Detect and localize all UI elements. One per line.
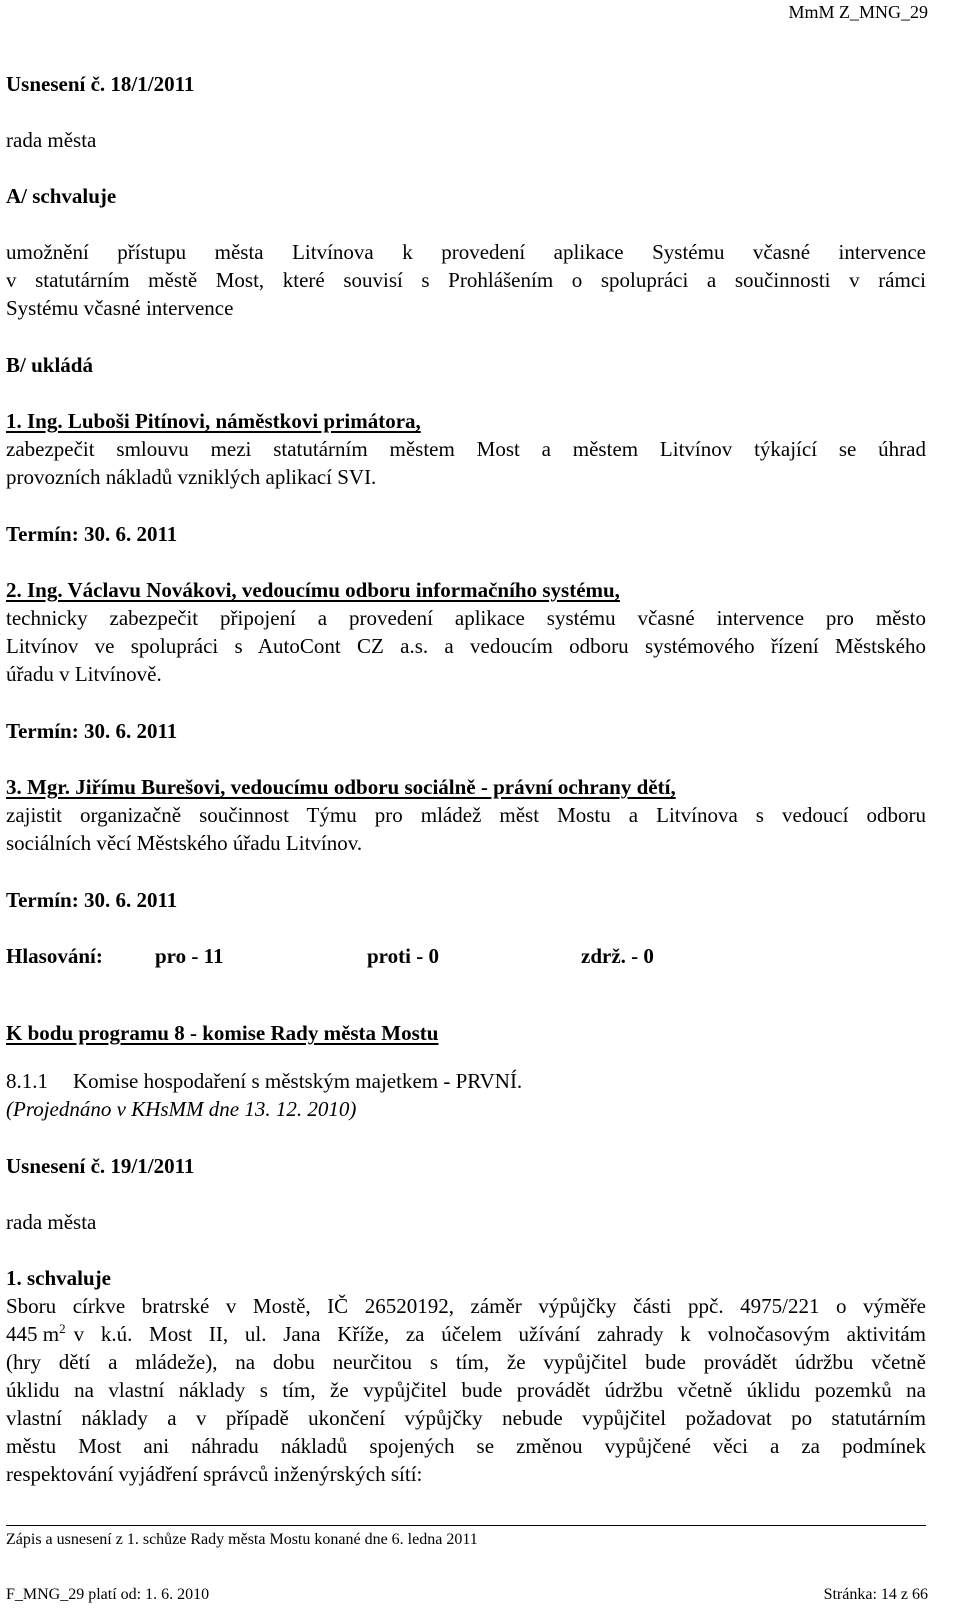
vote-abstain: zdrž. - 0 [581, 944, 654, 968]
agenda-heading: K bodu programu 8 - komise Rady města Mostu [6, 1021, 439, 1045]
approves-heading: 1. schvaluje [6, 1266, 111, 1290]
deadline: Termín: 30. 6. 2011 [6, 888, 178, 912]
assigns-heading: B/ ukládá [6, 353, 93, 377]
agenda-item-note: (Projednáno v KHsMM dne 13. 12. 2010) [6, 1097, 357, 1121]
paragraph-line: úklidu na vlastní náklady s tím, že vypůjčitel bude provádět údržbu včetně úklidu pozemků na [6, 1378, 926, 1402]
paragraph-line: respektování vyjádření správců inženýrských sítí: [6, 1462, 423, 1486]
paragraph-line: Litvínov ve spolupráci s AutoCont CZ a.s. a vedoucím odboru systémového řízení Městského [6, 634, 926, 658]
paragraph-line: městu Most ani náhradu nákladů spojených se změnou vypůjčené věci a za podmínek [6, 1434, 926, 1458]
approves-heading: A/ schvaluje [6, 184, 117, 208]
paragraph-line: umožnění přístupu města Litvínova k provedení aplikace Systému včasné intervence [6, 240, 926, 264]
vote-label: Hlasování: [6, 944, 103, 968]
deadline: Termín: 30. 6. 2011 [6, 719, 178, 743]
paragraph-line: vlastní náklady a v případě ukončení výpůjčky nebude vypůjčitel požadovat po statutárním [6, 1406, 926, 1430]
footer-form: F_MNG_29 platí od: 1. 6. 2010 [6, 1586, 210, 1603]
paragraph-line: zabezpečit smlouvu mezi statutárním městem Most a městem Litvínov týkající se úhrad [6, 437, 926, 461]
agenda-item-title: Komise hospodaření s městským majetkem - PRVNÍ. [73, 1069, 523, 1093]
paragraph-line: Sboru církve bratrské v Mostě, IČ 26520192, záměr výpůjčky části ppč. 4975/221 o výměře [6, 1294, 926, 1318]
paragraph-line: (hry dětí a mládeže), na dobu neurčitou s tím, že vypůjčitel bude provádět údržbu včetně [6, 1350, 926, 1374]
footer-page: Stránka: 14 z 66 [823, 1586, 928, 1603]
paragraph-line [6, 1320, 926, 1348]
resolution-title: Usnesení č. 18/1/2011 [6, 72, 195, 96]
area-description: v k.ú. Most II, ul. Jana Kříže, za účelem užívání zahrady k volnočasovým aktivitám [73, 1322, 926, 1346]
paragraph-line: technicky zabezpečit připojení a provedení aplikace systému včasné intervence pro město [6, 606, 926, 630]
paragraph-line: Systému včasné intervence [6, 296, 234, 320]
paragraph-line: zajistit organizačně součinnost Týmu pro mládež měst Mostu a Litvínova s vedoucí odboru [6, 803, 926, 827]
area-number: 445 m [6, 1322, 60, 1346]
paragraph-line: sociálních věcí Městského úřadu Litvínov. [6, 831, 363, 855]
task-assignee: 1. Ing. Luboši Pitínovi, náměstkovi primátora, [6, 409, 421, 433]
deadline: Termín: 30. 6. 2011 [6, 522, 178, 546]
paragraph-line: provozních nákladů vzniklých aplikací SVI. [6, 465, 377, 489]
footer-minutes: Zápis a usnesení z 1. schůze Rady města Mostu konané dne 6. ledna 2011 [6, 1531, 478, 1548]
task-assignee: 2. Ing. Václavu Novákovi, vedoucímu odboru informačního systému, [6, 578, 620, 602]
task-assignee: 3. Mgr. Jiřímu Burešovi, vedoucímu odboru sociálně - právní ochrany dětí, [6, 775, 676, 799]
footer-divider [6, 1525, 926, 1526]
paragraph-line: v statutárním městě Most, které souvisí s Prohlášením o spolupráci a součinnosti v rámci [6, 268, 926, 292]
area-exponent: 2 [59, 1321, 66, 1336]
document-code: MmM Z_MNG_29 [788, 2, 928, 22]
resolution-title: Usnesení č. 19/1/2011 [6, 1154, 195, 1178]
resolution-body: rada města [6, 1210, 97, 1234]
vote-against: proti - 0 [367, 944, 439, 968]
resolution-body: rada města [6, 128, 97, 152]
agenda-item-number: 8.1.1 [6, 1069, 48, 1093]
paragraph-line: úřadu v Litvínově. [6, 662, 162, 686]
vote-for: pro - 11 [155, 944, 224, 968]
area-value [6, 1320, 66, 1348]
